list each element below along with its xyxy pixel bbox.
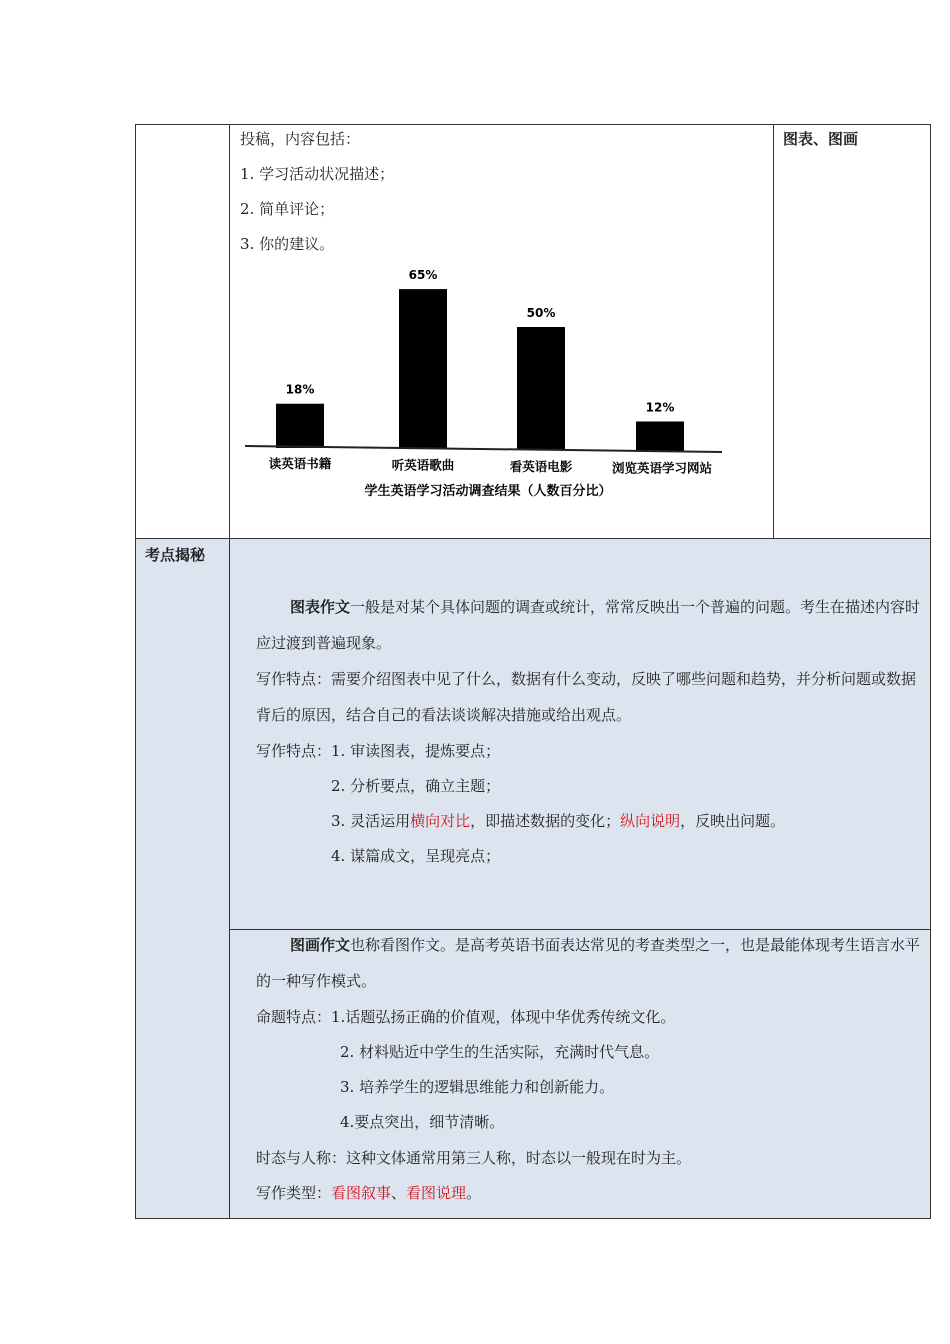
step-item: 2. 分析要点，确立主题； — [331, 777, 501, 795]
table-row-divider — [135, 538, 931, 539]
chart-essay-intro-text: 一般是对某个具体问题的调查或统计，常常反映出一个普遍的问题。考生在描述内容时应过渡到普遍现象。 — [256, 598, 921, 652]
chart-bar — [276, 404, 324, 448]
right-cell-label: 图表、图画 — [783, 130, 859, 148]
highlight-term: 横向对比 — [410, 812, 471, 830]
picture-essay-intro-text: 也称看图作文。是高考英语书面表达常见的考查类型之一，也是最能体现考生语言水平的一种写作模式。 — [256, 936, 921, 990]
chart-bar — [517, 327, 565, 450]
bar-value-label: 18% — [285, 382, 315, 397]
tense-text: 时态与人称：这种文体通常用第三人称，时态以一般现在时为主。 — [256, 1149, 692, 1167]
bar-value-label: 50% — [526, 306, 556, 320]
step-item: 4. 谋篇成文，呈现亮点； — [331, 847, 501, 865]
picture-essay-term: 图画作文 — [290, 936, 351, 954]
chart-bar — [636, 421, 684, 451]
step-item: 1. 审读图表，提炼要点； — [331, 742, 501, 760]
category-label: 浏览英语学习网站 — [611, 460, 713, 476]
table-col-divider — [229, 124, 230, 1219]
chart-essay-term: 图表作文 — [290, 598, 351, 616]
highlight-term: 看图叙事 — [331, 1184, 392, 1202]
section-shade-label — [136, 539, 229, 1218]
picture-essay-intro — [256, 927, 921, 999]
feature-item: 1.话题弘扬正确的价值观，体现中华优秀传统文化。 — [331, 1008, 676, 1026]
feature-item: 3. 培养学生的逻辑思维能力和创新能力。 — [340, 1078, 615, 1096]
highlight-term: 看图说理 — [406, 1184, 467, 1202]
table-bottom-border — [135, 1218, 931, 1219]
table-col-divider-right — [773, 124, 774, 539]
step-item: 3. 灵活运用横向对比，即描述数据的变化；纵向说明，反映出问题。 — [331, 812, 786, 830]
section-label: 考点揭秘 — [145, 546, 206, 564]
chart-title: 学生英语学习活动调查结果（人数百分比） — [364, 484, 612, 499]
writing-types: 写作类型：看图叙事、看图说理。 — [256, 1184, 482, 1202]
list-item: 2. 简单评论； — [240, 200, 335, 218]
list-item: 1. 学习活动状况描述； — [240, 165, 395, 183]
list-item: 3. 你的建议。 — [240, 235, 335, 253]
bar-value-label: 12% — [645, 400, 675, 415]
chart-bar — [399, 289, 447, 449]
table-left-border — [135, 124, 136, 1219]
chart-essay-intro — [256, 589, 921, 661]
category-label: 读英语书籍 — [268, 456, 332, 471]
chart-essay-features: 写作特点：需要介绍图表中见了什么，数据有什么变动，反映了哪些问题和趋势，并分析问题或数据背后的原因，结合自己的看法谈谈解决措施或给出观点。 — [256, 670, 917, 724]
category-label: 看英语电影 — [509, 459, 573, 474]
features-line: 命题特点：1.话题弘扬正确的价值观，体现中华优秀传统文化。 — [256, 1008, 676, 1026]
table-right-border — [930, 124, 931, 1219]
feature-item: 4.要点突出，细节清晰。 — [340, 1113, 505, 1131]
steps-prefix: 写作特点：1. 审读图表，提炼要点； — [256, 742, 501, 760]
category-label: 听英语歌曲 — [391, 457, 455, 473]
bar-value-label: 65% — [408, 268, 438, 283]
bar-chart — [240, 262, 740, 507]
intro-text: 投稿，内容包括： — [240, 130, 361, 148]
highlight-term: 纵向说明 — [620, 812, 681, 830]
feature-item: 2. 材料贴近中学生的生活实际，充满时代气息。 — [340, 1043, 660, 1061]
table-top-border — [135, 124, 931, 125]
